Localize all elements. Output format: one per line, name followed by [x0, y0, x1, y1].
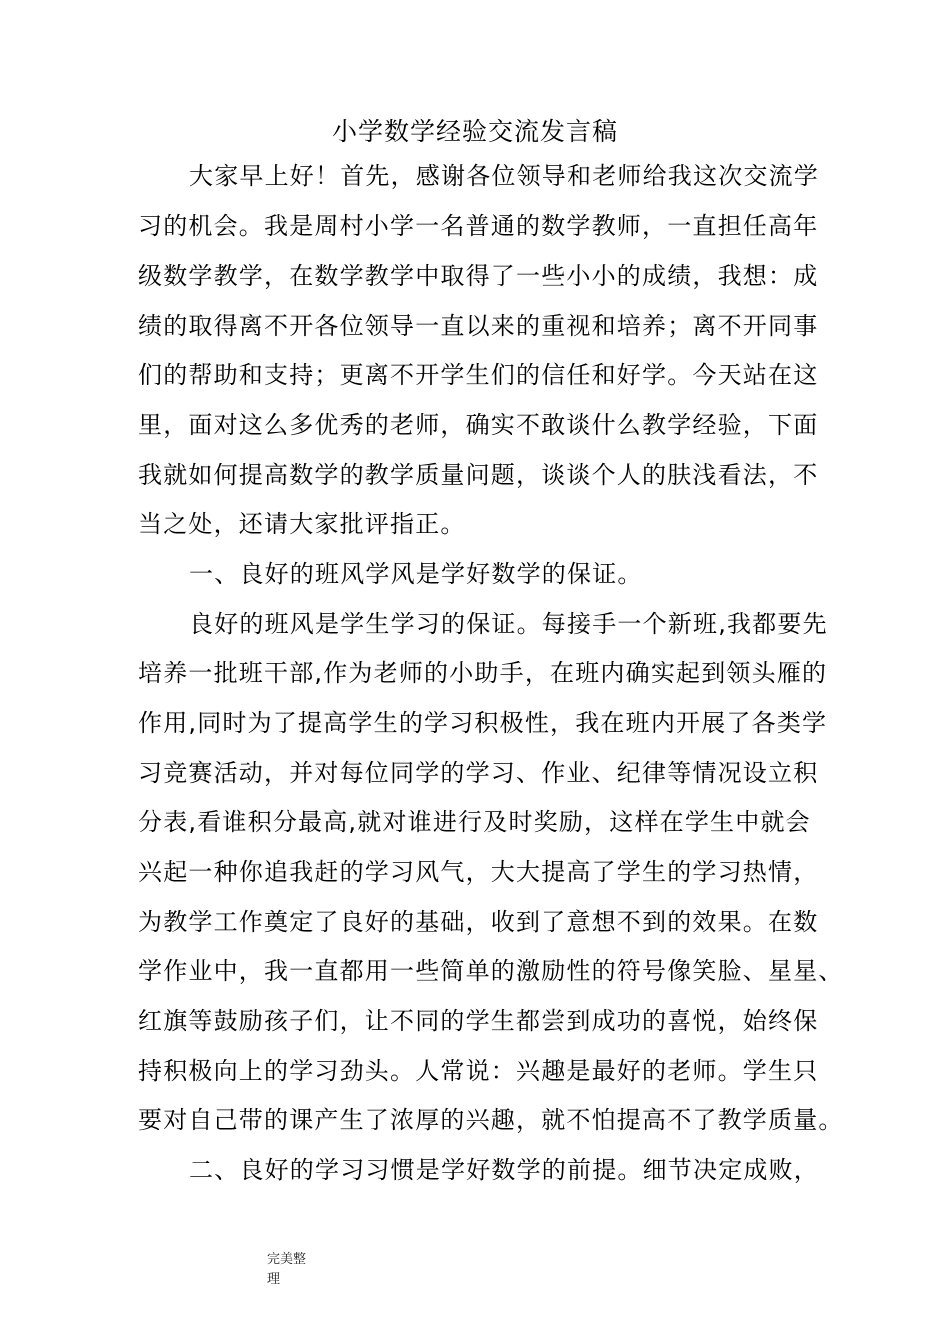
text-line: 们的帮助和支持；更离不开学生们的信任和好学。今天站在这	[138, 361, 819, 389]
text-line: 兴起一种你追我赶的学习风气，大大提高了学生的学习热情，	[138, 858, 819, 886]
page-footer	[267, 1250, 323, 1290]
text-line: 分表,看谁积分最高,就对谁进行及时奖励，这样在学生中就会	[138, 808, 811, 836]
text-line: 红旗等鼓励孩子们，让不同的学生都尝到成功的喜悦，始终保	[138, 1007, 819, 1035]
text-line: 里，面对这么多优秀的老师，确实不敢谈什么教学经验，下面	[138, 411, 819, 439]
text-line: 习竞赛活动，并对每位同学的学习、作业、纪律等情况设立积	[138, 759, 819, 787]
text-line: 学作业中，我一直都用一些简单的激励性的符号像笑脸、星星、	[138, 957, 844, 985]
footer-line: 理	[267, 1272, 281, 1287]
footer-line: 完美整	[267, 1252, 307, 1267]
text-line: 级数学教学，在数学教学中取得了一些小小的成绩，我想：成	[138, 262, 819, 290]
document-title: 小学数学经验交流发言稿	[331, 117, 618, 146]
text-line: 良好的班风是学生学习的保证。每接手一个新班,我都要先	[189, 610, 828, 638]
text-line: 要对自己带的课产生了浓厚的兴趣，就不怕提高不了教学质量。	[138, 1106, 844, 1134]
text-line: 持积极向上的学习劲头。人常说：兴趣是最好的老师。学生只	[138, 1057, 819, 1085]
text-line: 习的机会。我是周村小学一名普通的数学教师，一直担任高年	[138, 212, 819, 240]
text-line: 作用,同时为了提高学生的学习积极性，我在班内开展了各类学	[138, 709, 828, 737]
section-heading-1: 一、良好的班风学风是学好数学的保证。	[189, 560, 643, 588]
section-heading-2: 二、良好的学习习惯是学好数学的前提。细节决定成败，	[189, 1156, 819, 1184]
text-line: 大家早上好！首先，感谢各位领导和老师给我这次交流学	[189, 162, 819, 190]
text-line: 我就如何提高数学的教学质量问题，谈谈个人的肤浅看法，不	[138, 461, 819, 489]
text-line: 当之处，还请大家批评指正。	[138, 510, 466, 538]
text-line: 培养一批班干部,作为老师的小助手，在班内确实起到领头雁的	[138, 659, 828, 687]
text-line: 绩的取得离不开各位领导一直以来的重视和培养；离不开同事	[138, 312, 819, 340]
text-line: 为教学工作奠定了良好的基础，收到了意想不到的效果。在数	[138, 908, 819, 936]
